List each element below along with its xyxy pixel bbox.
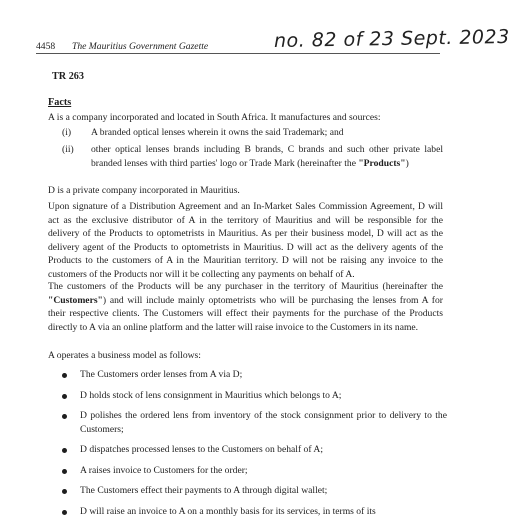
bullet-icon [62, 448, 67, 453]
bullet-icon [62, 373, 67, 378]
bullet-icon [62, 414, 67, 419]
bullet-text: D dispatches processed lenses to the Customers on behalf of A; [80, 444, 323, 455]
bullet-text: A raises invoice to Customers for the order; [80, 464, 248, 476]
bullet-icon [62, 469, 67, 474]
customers-text-part: The customers of the Products will be any purchaser in the territory of Mauritius (hereinafter the [48, 281, 443, 292]
publication-title: The Mauritius Government Gazette [72, 41, 209, 52]
agreement-paragraph: Upon signature of a Distribution Agreement and an In-Market Sales Commission Agreement, D will act as the exclusive distributor of A in the territory of Mauritius and will be responsible for the delivery of the Products to optometrists in Mauritius. As per their business model, D will act as the delivery agent of the Products to optometrists in Mauritius. D will act as the delivery agents of the Products to the customers of A in the Mauritian territory. D will not be raising any invoice to the customers of the Products nor will it be collecting any payments on behalf of A. [48, 201, 443, 280]
handwritten-annotation: no. 82 of 23 Sept. 2023 [273, 25, 510, 53]
customers-paragraph [48, 280, 443, 334]
ruling-id: TR 263 [52, 71, 84, 82]
bullet-text: D polishes the ordered lens from inventory of the stock consignment prior to delivery to the Customers; [80, 410, 447, 435]
bullet-text: D will raise an invoice to A on a monthly basis for its services, in terms of its [80, 505, 376, 517]
list-item [62, 443, 447, 457]
facts-heading: Facts [48, 97, 72, 108]
defined-term-customers: "Customers" [48, 294, 103, 306]
bullet-text: D holds stock of lens consignment in Mauritius which belongs to A; [80, 389, 342, 401]
list-item [62, 409, 447, 436]
defined-term-products: "Products" [358, 157, 406, 169]
list-item-text-part: ) [405, 157, 409, 169]
list-item-text: A branded optical lenses wherein it owns the said Trademark; and [91, 127, 344, 138]
list-item [62, 464, 447, 478]
business-model-paragraph: A operates a business model as follows: [48, 350, 201, 361]
list-marker: (ii) [62, 144, 74, 155]
bullet-text: The Customers effect their payments to A through digital wallet; [80, 485, 328, 496]
customers-text-part: ) and will include mainly optometrists who will be purchasing the lenses from A for their respective clients. The Customers will effect their payments for the purchase of the Products directly to A via an online platform and the latter will raise invoice to the Customers in its name. [48, 294, 443, 333]
list-item-text [91, 143, 443, 170]
list-marker: (i) [62, 127, 72, 138]
list-item [62, 368, 447, 382]
bullet-text: The Customers order lenses from A via D; [80, 369, 243, 380]
bullet-icon [62, 394, 67, 399]
page-number: 4458 [36, 41, 56, 52]
list-item [62, 389, 447, 403]
header-rule [36, 53, 440, 54]
bullet-icon [62, 510, 67, 515]
bullet-icon [62, 489, 67, 494]
list-item-text-part: other optical lenses brands including B brands, C brands and such other private label branded lenses with third parties' logo or Trade Mark (hereinafter the [91, 144, 443, 169]
list-item [62, 505, 447, 519]
intro-paragraph: A is a company incorporated and located in South Africa. It manufactures and sources: [48, 112, 381, 123]
business-model-list [62, 368, 447, 525]
list-item [62, 484, 447, 498]
company-d-paragraph: D is a private company incorporated in Mauritius. [48, 185, 240, 196]
